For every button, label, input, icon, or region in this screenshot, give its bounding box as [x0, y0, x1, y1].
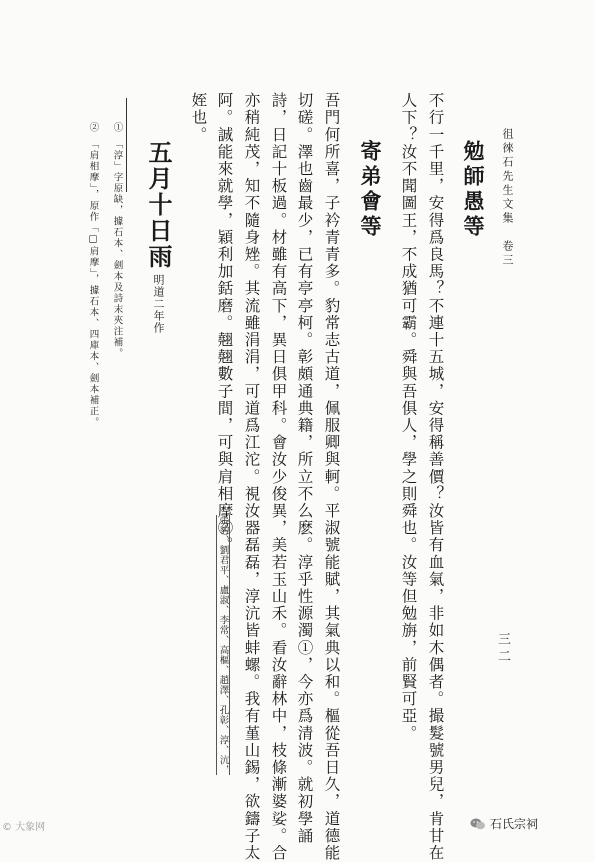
footnote-rule [126, 98, 127, 192]
essay-line-1: 不行一千里，安得爲良馬？不連十五城，安得稱善價？汝皆有血氣，非如木偶者。撮髮號男兒，肯甘在 [426, 92, 445, 862]
poem-line-1: 吾門何所喜，子衿青青多。豹常志古道，佩服卿與軻。平淑號能賦，其氣典以和。樞從吾日久，道德能 [322, 92, 341, 862]
essay-title: 勉師愚等 [461, 140, 486, 240]
page-number: 三二 [495, 632, 510, 666]
running-header: 徂徠石先生文集 卷三 [501, 128, 514, 268]
watermark-left: © 大象网 [2, 822, 46, 833]
essay-line-2: 人下？汝不聞圖王，不成猶可霸。舜與吾俱人，學之則舜也。汝等但勉旃，前賢可亞。 [399, 92, 418, 742]
poem-title: 寄弟會等 [358, 140, 383, 240]
poem-date-subtitle: 明道二年作 [152, 274, 165, 334]
poem-line-4: 亦稍純茂，知不隨身矬。其流雖涓涓，可道爲江沱。視汝器磊磊，淳沆皆蚌螺。我有堇山錫，欲鑄子太 [242, 92, 261, 862]
poem-date-title [144, 140, 173, 334]
watermark-right [470, 815, 538, 832]
poem-line-6: 姪也。 [189, 92, 208, 144]
poem-line-3: 詩，日記十板過。材雖有高下，異日俱甲科。會汝少俊異，美若玉山禾。看汝辭林中，枝條漸婆娑。合 [269, 92, 288, 862]
watermark-right-text: 石氏宗祠 [490, 817, 539, 831]
footnote-1: ① 「淳」字原缺，據石本、劍本及詩末夾注補。 [111, 122, 123, 360]
poem-line-5: 阿。誠能來就學，穎利加銛磨。翹翹數子間，可與肩相摩②。 [215, 92, 234, 554]
inline-annotation: 張豹、劉君平、盧淑、李常、高樞、趙澤、孔彰、淳、沆， [217, 515, 229, 775]
footnote-2: ② 「肩相摩」，原作「□肩摩」，據石本、四庫本、劍本補正。 [87, 122, 99, 429]
poem-line-2: 切磋。澤也齒最少，已有亭亭柯。彰頗通典籍，所立不么麽。淳乎性源濁①，今亦爲清波。就初學誦 [295, 92, 314, 845]
poem-date-title-text: 五月十日雨 [144, 140, 173, 270]
wechat-icon [470, 817, 486, 831]
